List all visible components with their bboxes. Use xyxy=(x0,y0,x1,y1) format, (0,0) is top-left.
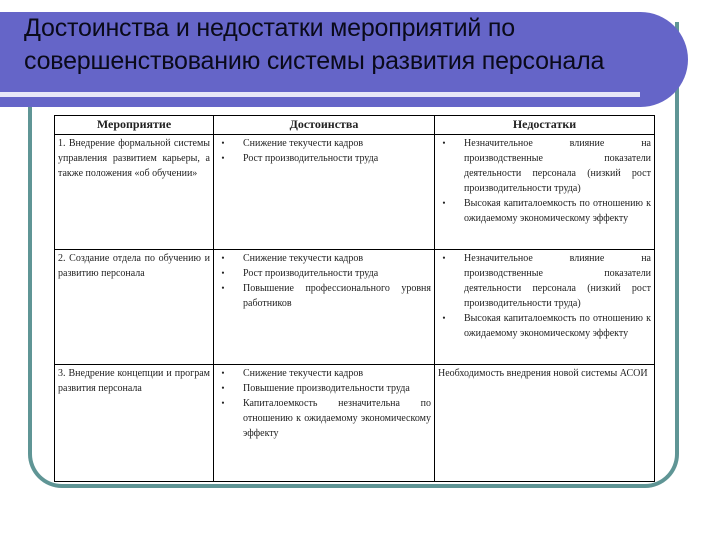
bullet-icon: • xyxy=(221,368,225,378)
advantage-item: • Снижение текучести кадров xyxy=(217,136,431,151)
advantages-cell xyxy=(214,365,435,482)
advantage-item: • Повышение профессионального уровня работников xyxy=(217,281,431,311)
bullet-icon: • xyxy=(442,198,446,208)
disadvantage-item: • Незначительное влияние на производственные показатели деятельности персонала (низкий рост производительности труда) xyxy=(438,136,651,196)
advantage-item: • Повышение производительности труда xyxy=(217,381,431,396)
disadvantage-item: • Незначительное влияние на производственные показатели деятельности персонала (низкий рост производительности труда) xyxy=(438,251,651,311)
advantages-cell xyxy=(214,135,435,250)
disadvantages-cell xyxy=(435,250,655,365)
header-measure: Мероприятие xyxy=(55,116,214,135)
disadvantage-item: • Высокая капиталоемкость по отношению к ожидаемому экономическому эффекту xyxy=(438,196,651,226)
table-row xyxy=(55,135,655,250)
disadvantage-item: • Высокая капиталоемкость по отношению к ожидаемому экономическому эффекту xyxy=(438,311,651,341)
header-advantages: Достоинства xyxy=(214,116,435,135)
title-banner-stripe xyxy=(0,92,640,97)
bullet-icon: • xyxy=(221,268,225,278)
bullet-icon: • xyxy=(221,153,225,163)
table-row xyxy=(55,365,655,482)
bullet-icon: • xyxy=(442,253,446,263)
bullet-icon: • xyxy=(221,253,225,263)
advantage-item: • Рост производительности труда xyxy=(217,151,431,166)
bullet-icon: • xyxy=(221,398,225,408)
disadvantages-cell: Необходимость внедрения новой системы АСОИ xyxy=(435,365,655,482)
bullet-icon: • xyxy=(221,283,225,293)
advantage-item: • Рост производительности труда xyxy=(217,266,431,281)
bullet-icon: • xyxy=(442,313,446,323)
slide-title: Достоинства и недостатки мероприятий по совершенствованию системы развития персонала xyxy=(24,14,605,75)
disadvantages-cell xyxy=(435,135,655,250)
table-header-row xyxy=(55,116,655,135)
bullet-icon: • xyxy=(221,383,225,393)
measure-cell: 2. Создание отдела по обучению и развитию персонала xyxy=(55,250,214,365)
comparison-table xyxy=(54,115,655,482)
header-disadvantages: Недостатки xyxy=(435,116,655,135)
bullet-icon: • xyxy=(221,138,225,148)
measure-cell: 1. Внедрение формальной системы управления развитием карьеры, а также положения «об обучении» xyxy=(55,135,214,250)
advantage-item: • Снижение текучести кадров xyxy=(217,366,431,381)
bullet-icon: • xyxy=(442,138,446,148)
advantage-item: • Снижение текучести кадров xyxy=(217,251,431,266)
measure-cell: 3. Внедрение концепции и програм развития персонала xyxy=(55,365,214,482)
table-row xyxy=(55,250,655,365)
advantages-cell xyxy=(214,250,435,365)
advantage-item: • Капиталоемкость незначительна по отношению к ожидаемому экономическому эффекту xyxy=(217,396,431,441)
